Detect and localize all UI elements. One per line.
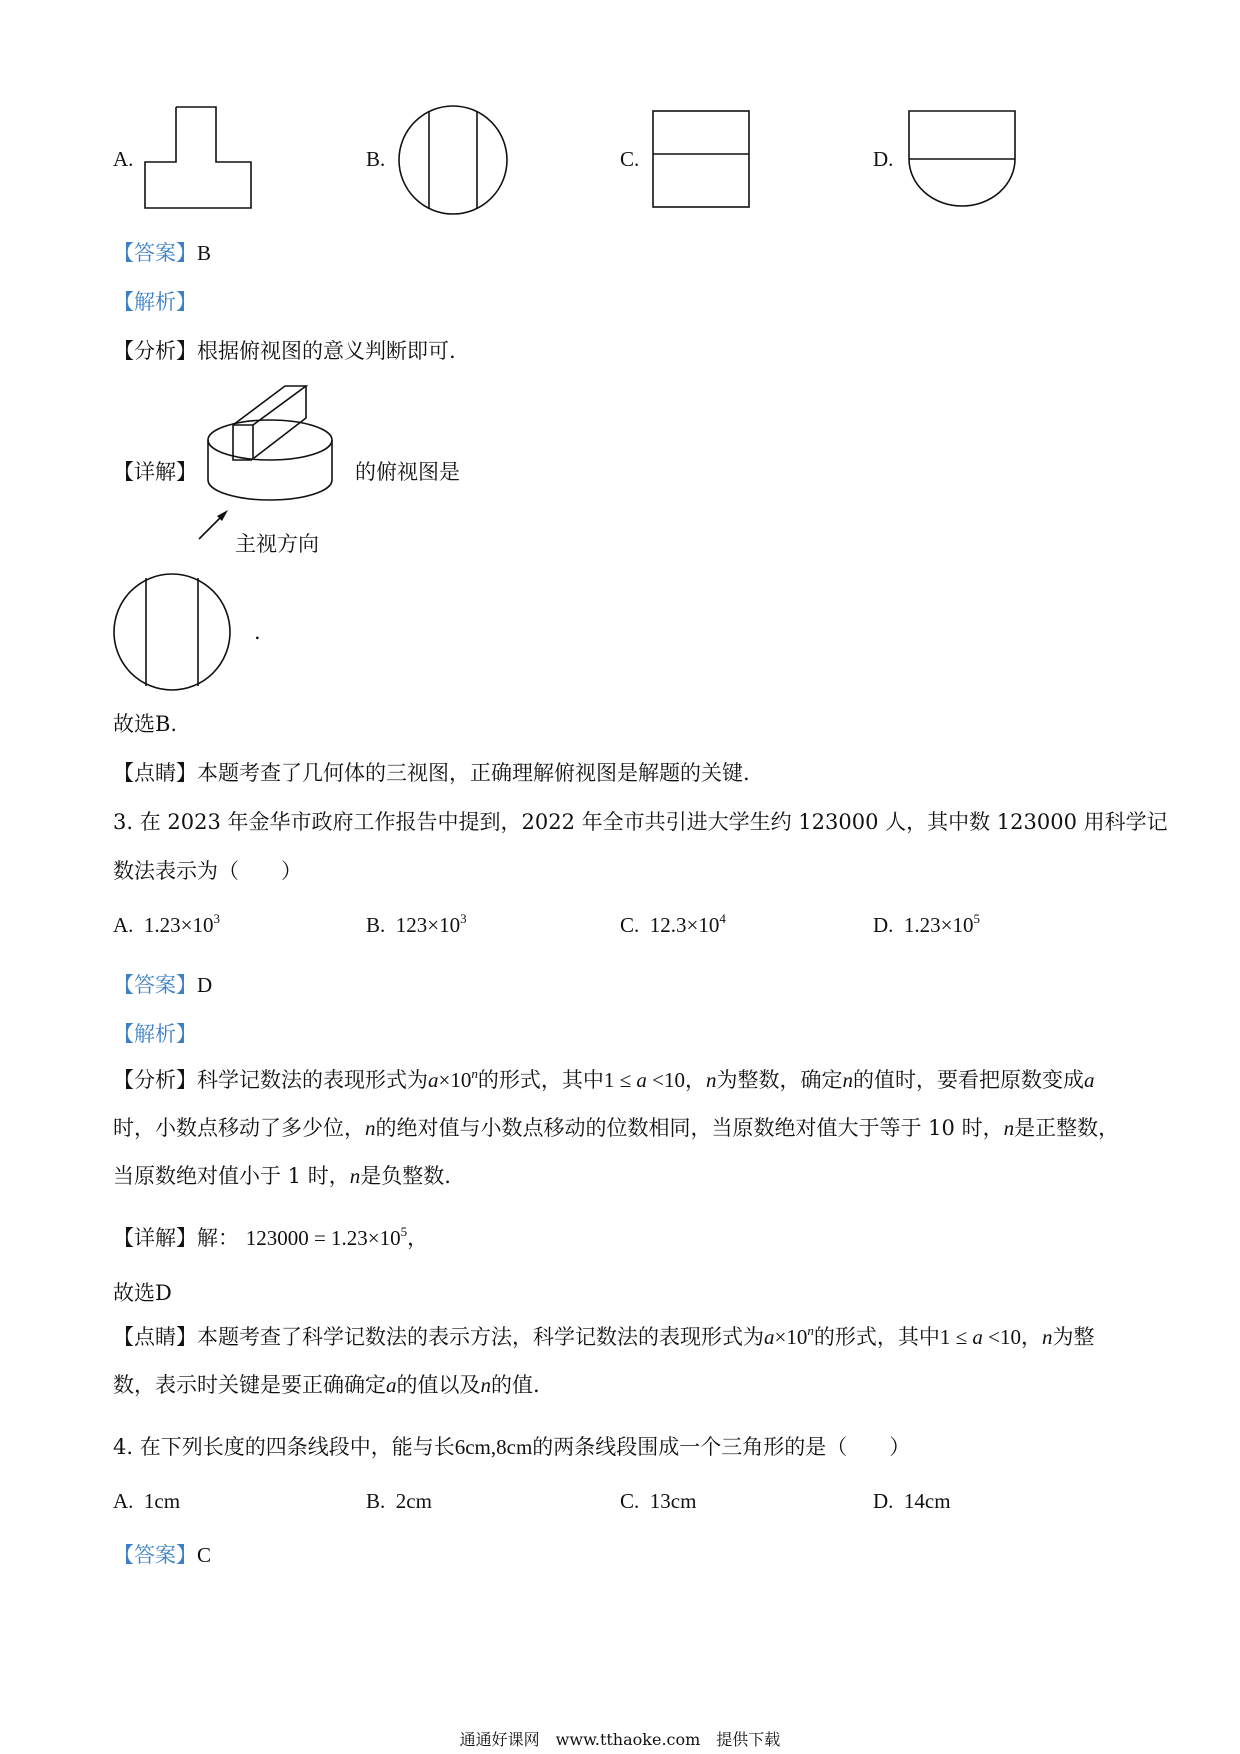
q2-fenxi [113, 335, 456, 365]
q3-dianjing [113, 1313, 1133, 1409]
math: <10 [982, 1325, 1021, 1349]
q3-option-a [113, 913, 220, 938]
option-exp: 3 [460, 911, 467, 926]
math-exp: 5 [400, 1224, 408, 1239]
option-letter: A. [113, 913, 134, 937]
rect-semicircle-view-icon [906, 109, 1018, 209]
solid-figure-icon [205, 380, 345, 510]
option-letter: D. [873, 1489, 894, 1513]
t-shape-view-icon [143, 105, 253, 210]
q3-jiexi-tag: 【解析】 [113, 1022, 197, 1046]
q4-stem [113, 1431, 910, 1461]
q4-option-d [873, 1489, 951, 1514]
page-footer: 通通好课网 www.tthaoke.com 提供下载 [459, 1730, 781, 1749]
math-n: n [842, 1068, 853, 1092]
text: 为整数，确定 [716, 1068, 843, 1092]
q3-answer [113, 969, 212, 999]
option-base: 1.23×10 [143, 913, 214, 937]
q4-option-a [113, 1489, 180, 1514]
option-value: 14cm [903, 1489, 951, 1513]
q3-option-d [873, 913, 980, 938]
option-exp: 4 [719, 911, 726, 926]
option-letter: D. [873, 913, 894, 937]
q2-option-b-label: B. [366, 147, 386, 171]
answer-value: B [197, 241, 212, 265]
text: 的两条线段围成一个三角形的是（ ） [532, 1435, 911, 1459]
text: 的值以及 [396, 1373, 481, 1397]
math: 1 ≤ [603, 1068, 637, 1092]
math-n: n [365, 1116, 376, 1140]
option-value: 2cm [395, 1489, 432, 1513]
option-letter: C. [620, 913, 640, 937]
text: 是正整数，当原数绝对值小于 1 时， [113, 1116, 1120, 1188]
math: 123000 = 1.23×10 [245, 1226, 401, 1250]
answer-value: C [197, 1543, 212, 1567]
option-base: 1.23×10 [903, 913, 974, 937]
math-n: n [471, 1066, 478, 1081]
fenxi-text: 根据俯视图的意义判断即可. [197, 339, 456, 363]
dianjing-tag: 【点睛】 [113, 761, 197, 785]
math-n: n [349, 1164, 361, 1188]
q2-conclusion: 故选B. [113, 712, 178, 736]
option-letter: B. [366, 913, 386, 937]
dianjing-tag: 【点睛】 [113, 1325, 197, 1349]
math-n: n [1041, 1325, 1053, 1349]
math-n: n [480, 1373, 491, 1397]
math-a: a [1083, 1068, 1095, 1092]
circle-two-lines-top-view-icon [112, 572, 234, 694]
fenxi-tag: 【分析】 [113, 1068, 197, 1092]
option-value: 13cm [649, 1489, 697, 1513]
xiangjie-tag: 【详解】 [113, 1226, 197, 1250]
answer-value: D [197, 973, 213, 997]
math-a: a [386, 1373, 397, 1397]
q2-option-a-label: A. [113, 147, 134, 171]
text: ， [407, 1226, 429, 1250]
math-a: a [636, 1068, 647, 1092]
math-a: a [764, 1325, 775, 1349]
text: 时，小数点移动了多少位， [113, 1116, 365, 1140]
math-n: n [807, 1323, 814, 1338]
q4-option-c [620, 1489, 696, 1514]
answer-tag: 【答案】 [113, 1543, 197, 1567]
math-a: a [428, 1068, 439, 1092]
text: 的形式，其中 [477, 1068, 604, 1092]
option-letter: B. [366, 1489, 386, 1513]
q3-option-b [366, 913, 467, 938]
answer-tag: 【答案】 [113, 241, 197, 265]
option-base: 123×10 [395, 913, 461, 937]
option-base: 12.3×10 [649, 913, 720, 937]
option-exp: 3 [213, 911, 221, 926]
q3-conclusion: 故选D [113, 1281, 172, 1305]
q2-option-c-label: C. [620, 147, 640, 171]
math-n: n [1003, 1116, 1015, 1140]
figure-period: . [254, 620, 261, 644]
q2-xiangjie-after: 的俯视图是 [355, 460, 460, 484]
q3-stem-line1: 3. 在 2023 年金华市政府工作报告中提到，2022 年全市共引进大学生约 123000 人，其中数 123000 用科学记 [113, 810, 1168, 834]
view-direction-label: 主视方向 [235, 532, 319, 556]
option-value: 1cm [143, 1489, 181, 1513]
math: ×10 [438, 1068, 472, 1092]
text: 的值时，要看把原数变成 [852, 1068, 1084, 1092]
text: 4. 在下列长度的四条线段中，能与长 [113, 1435, 455, 1459]
math: 1 ≤ [939, 1325, 973, 1349]
rectangle-split-view-icon [652, 110, 752, 210]
text: ， [1020, 1325, 1042, 1349]
text: 科学记数法的表现形式为 [197, 1068, 428, 1092]
q2-option-d-label: D. [873, 147, 894, 171]
arrow-icon [196, 508, 232, 542]
text: 解： [197, 1226, 239, 1250]
text: 本题考查了科学记数法的表示方法，科学记数法的表现形式为 [197, 1325, 764, 1349]
q3-fenxi [113, 1056, 1133, 1200]
math-n: n [705, 1068, 717, 1092]
q4-option-b [366, 1489, 432, 1514]
text: 的值. [491, 1373, 540, 1397]
q4-answer [113, 1539, 211, 1569]
option-exp: 5 [973, 911, 981, 926]
q2-dianjing [113, 757, 750, 787]
fenxi-tag: 【分析】 [113, 339, 197, 363]
math: ×10 [774, 1325, 808, 1349]
text: 的形式，其中 [813, 1325, 940, 1349]
q3-option-c [620, 913, 726, 938]
q3-xiangjie [113, 1222, 428, 1252]
circle-two-lines-view-icon [397, 104, 509, 216]
q2-xiangjie-tag: 【详解】 [113, 460, 197, 484]
dianjing-text: 本题考查了几何体的三视图，正确理解俯视图是解题的关键. [197, 761, 750, 785]
q3-stem-line2: 数法表示为（ ） [113, 859, 302, 883]
option-letter: A. [113, 1489, 134, 1513]
q2-answer [113, 237, 211, 267]
math: 6cm,8cm [454, 1435, 533, 1459]
math: <10 [646, 1068, 685, 1092]
q2-jiexi-tag: 【解析】 [113, 290, 197, 314]
text: ， [684, 1068, 706, 1092]
answer-tag: 【答案】 [113, 973, 197, 997]
math-a: a [972, 1325, 983, 1349]
option-letter: C. [620, 1489, 640, 1513]
text: 为整数，表示时关键是要正确确定 [113, 1325, 1095, 1397]
text: 的绝对值与小数点移动的位数相同，当原数绝对值大于等于 10 时， [375, 1116, 1004, 1140]
text: 是负整数. [360, 1164, 451, 1188]
